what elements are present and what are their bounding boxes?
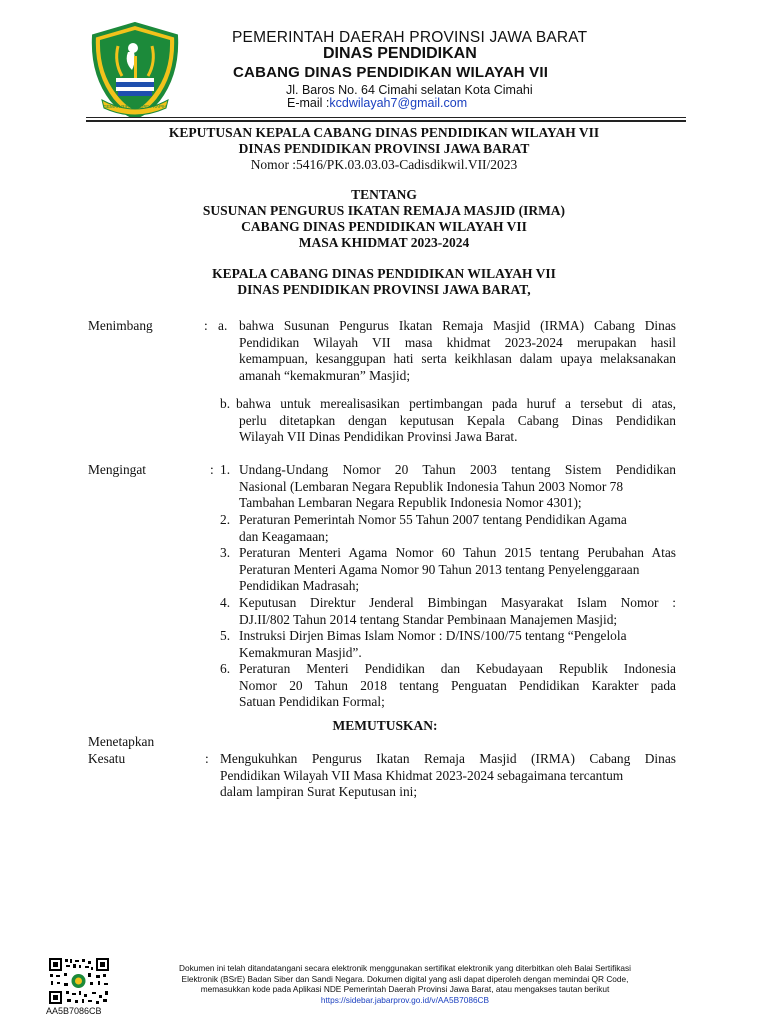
mengingat-item-3: Peraturan Menteri Agama Nomor 60 Tahun 2015 tentang Perubahan Atas Peraturan Menteri Agama Nomor 90 Tahun 2013 tentang Penyelenggaraan Pendidikan Madrasah; xyxy=(239,545,676,594)
mengingat-item-5-number: 5. xyxy=(220,628,231,643)
mengingat-item-2: Peraturan Pemerintah Nomor 55 Tahun 2007 tentang Pendidikan Agama dan Keagamaan; xyxy=(239,512,627,544)
mengingat-item-5: Instruksi Dirjen Bimas Islam Nomor : D/INS/100/75 tentang “Pengelola Kemakmuran Masjid”. xyxy=(239,628,627,660)
decree-title-line1: KEPUTUSAN KEPALA CABANG DINAS PENDIDIKAN WILAYAH VII xyxy=(168,125,600,140)
mengingat-item-1-number: 1. xyxy=(220,462,231,477)
subject-line3: MASA KHIDMAT 2023-2024 xyxy=(298,235,470,250)
menimbang-separator: : xyxy=(204,318,208,333)
mengingat-separator: : xyxy=(210,462,214,477)
header-divider-thin xyxy=(86,117,686,118)
header-address: Jl. Baros No. 64 Cimahi selatan Kota Cimahi xyxy=(286,83,533,97)
official-line1: KEPALA CABANG DINAS PENDIDIKAN WILAYAH VII xyxy=(212,266,556,281)
mengingat-item-6-number: 6. xyxy=(220,661,231,676)
decree-number: Nomor :5416/PK.03.03.03-Cadisdikwil.VII/2023 xyxy=(250,157,518,172)
header-government-name: PEMERINTAH DAERAH PROVINSI JAWA BARAT xyxy=(232,29,588,46)
mengingat-item-4-number: 4. xyxy=(220,595,231,610)
menimbang-label: Menimbang xyxy=(88,318,153,333)
mengingat-item-4: Keputusan Direktur Jenderal Bimbingan Masyarakat Islam Nomor : DJ.II/802 Tahun 2014 tentang Standar Pembinaan Manajemen Masjid; xyxy=(239,595,676,627)
kesatu-separator: : xyxy=(205,751,209,766)
subject-line1: SUSUNAN PENGURUS IKATAN REMAJA MASJID (IRMA) xyxy=(202,203,566,218)
mengingat-item-6: Peraturan Menteri Pendidikan dan Kebudayaan Republik Indonesia Nomor 20 Tahun 2018 tentang Penguatan Pendidikan Karakter pada Satuan Pendidikan Formal; xyxy=(239,661,676,710)
memutuskan-heading: MEMUTUSKAN: xyxy=(332,718,438,733)
decree-title-line2: DINAS PENDIDIKAN PROVINSI JAWA BARAT xyxy=(238,141,530,156)
qr-code-label: AA5B7086CB xyxy=(46,1006,102,1016)
menetapkan-label: Menetapkan xyxy=(88,734,155,749)
mengingat-item-2-number: 2. xyxy=(220,512,231,527)
header-divider-thick xyxy=(86,120,686,122)
e-signature-notice: Dokumen ini telah ditandatangani secara elektronik menggunakan sertifikat elektronik yang diterbitkan oleh Balai Sertifikasi Elektronik (BSrE) Badan Siber dan Sandi Negara. Dokumen digital yang asli dapat diperoleh dengan memindai QR Code, memasukkan kode pada Aplikasi NDE Pemerintah Daerah Provinsi Jawa Barat, atau mengakses tautan berikut https://sidebar.jabarprov.go.id/v/AA5B7086CB xyxy=(120,963,690,1005)
mengingat-item-1: Undang-Undang Nomor 20 Tahun 2003 tentang Sistem Pendidikan Nasional (Lembaran Negara Republik Indonesia Tahun 2003 Nomor 78 Tambahan Lembaran Negara Republik Indonesia Nomor 4301); xyxy=(239,462,676,511)
kesatu-label: Kesatu xyxy=(88,751,126,766)
menimbang-b-text: bahwa untuk merealisasikan pertimbangan pada huruf a tersebut di atas, perlu ditetapkan dengan keputusan Kepala Cabang Dinas Pendidikan Wilayah VII Dinas Pendidikan Provinsi Jawa Barat. xyxy=(236,396,676,445)
official-line2: DINAS PENDIDIKAN PROVINSI JAWA BARAT, xyxy=(237,282,531,297)
menimbang-a-marker: a. xyxy=(218,318,228,333)
verification-link[interactable]: https://sidebar.jabarprov.go.id/v/AA5B7086CB xyxy=(320,994,490,1005)
header-email-line xyxy=(287,96,768,110)
menimbang-a-text: bahwa Susunan Pengurus Ikatan Remaja Masjid (IRMA) Cabang Dinas Pendidikan Wilayah VII masa khidmat 2023-2024 merupakan hasil kemampuan, kesanggupan hati serta keikhlasan dalam upaya melaksanakan amanah “kemakmuran” Masjid; xyxy=(239,318,676,383)
email-link[interactable]: kcdwilayah7@gmail.com xyxy=(329,96,468,110)
subject-line2: CABANG DINAS PENDIDIKAN WILAYAH VII xyxy=(241,219,527,234)
email-label: E-mail : xyxy=(287,96,330,110)
kesatu-text: Mengukuhkan Pengurus Ikatan Remaja Masjid (IRMA) Cabang Dinas Pendidikan Wilayah VII Masa Khidmat 2023-2024 sebagaimana tercantum dalam lampiran Surat Keputusan ini; xyxy=(220,751,676,800)
header-branch-name: CABANG DINAS PENDIDIKAN WILAYAH VII xyxy=(233,64,549,81)
provincial-emblem-logo xyxy=(88,22,182,118)
mengingat-item-3-number: 3. xyxy=(220,545,231,560)
menimbang-b-marker: b. xyxy=(220,396,231,411)
header-agency-name: DINAS PENDIDIKAN xyxy=(323,45,477,62)
mengingat-label: Mengingat xyxy=(88,462,147,477)
svg-text:GEMAH RIPAH REPEH RAPIH: GEMAH RIPAH REPEH RAPIH xyxy=(103,104,167,109)
tentang-heading: TENTANG xyxy=(351,187,417,202)
qr-code[interactable] xyxy=(48,957,110,1005)
